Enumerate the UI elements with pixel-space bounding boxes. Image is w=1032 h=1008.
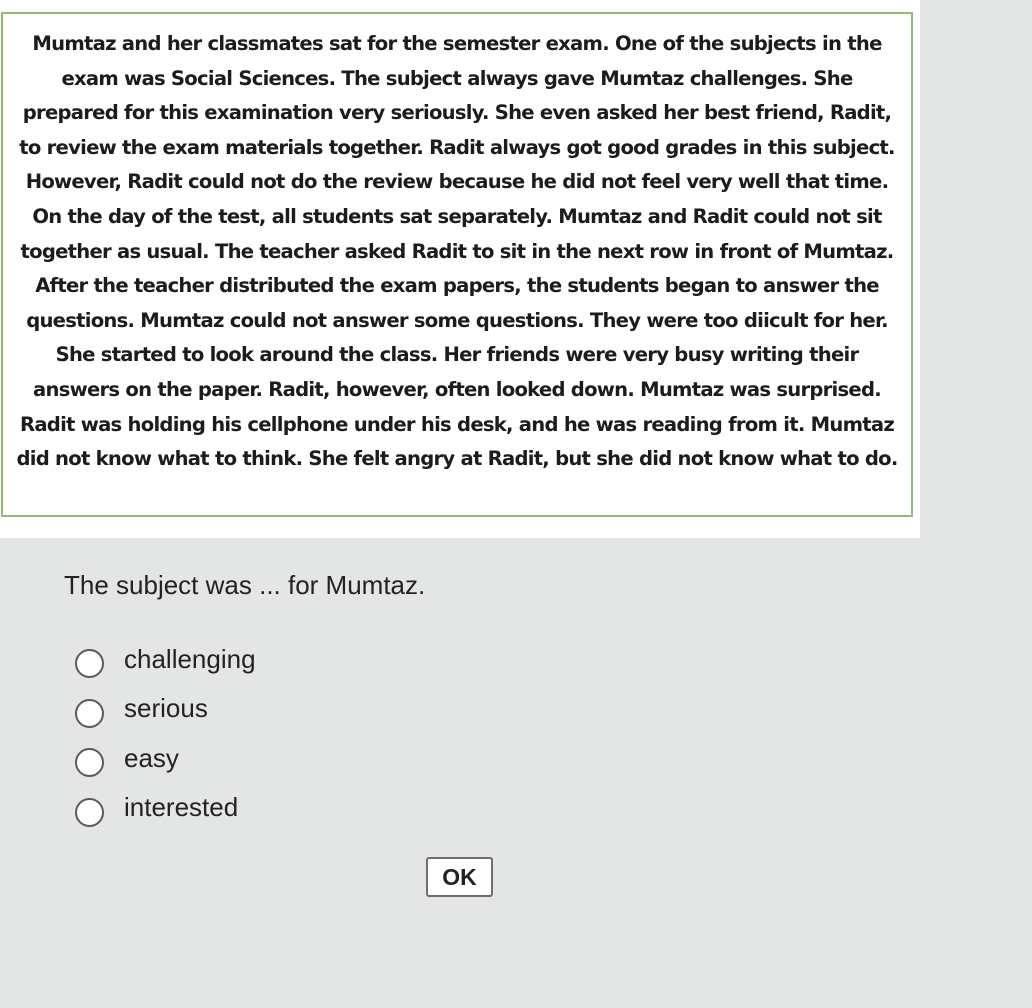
- option-serious[interactable]: [75, 684, 256, 734]
- question-text: The subject was ... for Mumtaz.: [64, 570, 426, 600]
- option-label: easy: [124, 742, 179, 773]
- option-challenging[interactable]: [75, 634, 256, 684]
- passage-text: Mumtaz and her classmates sat for the semester exam. One of the subjects in the exam was Social Sciences. The subject always gave Mumtaz challenges. She prepared for this examination very seriously. She even asked her best friend, Radit, to review the exam materials together. Radit always got good grades in this subject. However, Radit could not do the review because he did not feel very well that time. On the day of the test, all students sat separately. Mumtaz and Radit could not sit together as usual. The teacher asked Radit to sit in the next row in front of Mumtaz. After the teacher distributed the exam papers, the students began to answer the questions. Mumtaz could not answer some questions. They were too diicult for her. She started to look around the class. Her friends were very busy writing their answers on the paper. Radit, however, often looked down. Mumtaz was surprised. Radit was holding his cellphone under his desk, and he was reading from it. Mumtaz did not know what to think. She felt angry at Radit, but she did not know what to do.: [16, 32, 898, 471]
- option-label: challenging: [124, 643, 256, 674]
- passage-panel: [0, 0, 920, 538]
- ok-button[interactable]: OK: [426, 857, 493, 897]
- option-easy[interactable]: [75, 733, 256, 783]
- radio-button-icon[interactable]: [75, 649, 104, 678]
- option-label: serious: [124, 693, 208, 724]
- option-interested[interactable]: [75, 783, 256, 833]
- passage-box: [1, 12, 913, 517]
- radio-button-icon[interactable]: [75, 748, 104, 777]
- option-label: interested: [124, 792, 239, 823]
- answer-options: [75, 634, 256, 832]
- radio-button-icon[interactable]: [75, 699, 104, 728]
- radio-button-icon[interactable]: [75, 798, 104, 827]
